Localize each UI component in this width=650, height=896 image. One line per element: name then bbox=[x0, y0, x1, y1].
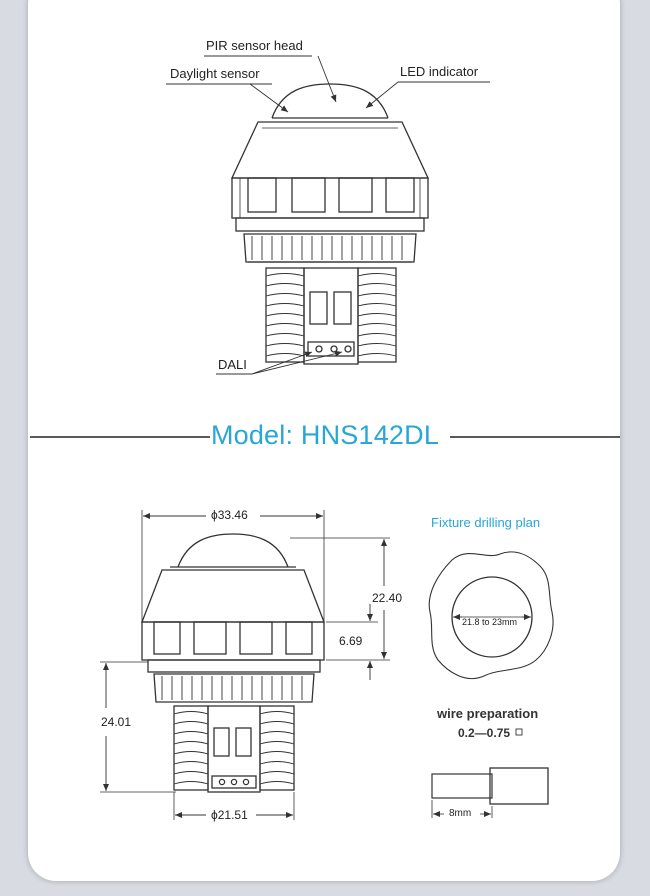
pir-sensor-label: PIR sensor head bbox=[206, 38, 303, 53]
sensor-drawing-top bbox=[166, 56, 490, 374]
sensor-drawing-dimensioned bbox=[100, 510, 390, 820]
dali-label: DALI bbox=[218, 357, 247, 372]
dim-thread-diameter: ϕ21.51 bbox=[211, 808, 248, 822]
model-title: Model: HNS142DL bbox=[210, 420, 440, 450]
wire-prep-title: wire preparation bbox=[437, 706, 539, 721]
wire-gauge-label: 0.2—0.75 bbox=[458, 726, 511, 740]
drilling-plan-diagram bbox=[429, 552, 553, 679]
dim-body-height: 24.01 bbox=[101, 715, 132, 729]
dim-height-total: 22.40 bbox=[372, 591, 403, 605]
dim-width-top: ϕ33.46 bbox=[211, 508, 248, 522]
daylight-sensor-label: Daylight sensor bbox=[170, 66, 260, 81]
led-indicator-label: LED indicator bbox=[400, 64, 479, 79]
drilling-plan-title: Fixture drilling plan bbox=[431, 515, 541, 530]
dim-ring-height: 6.69 bbox=[339, 634, 363, 648]
drilling-range-label: 21.8 to 23mm bbox=[462, 617, 518, 627]
wire-strip-length: 8mm bbox=[449, 808, 472, 819]
wire-prep-diagram bbox=[432, 729, 548, 818]
